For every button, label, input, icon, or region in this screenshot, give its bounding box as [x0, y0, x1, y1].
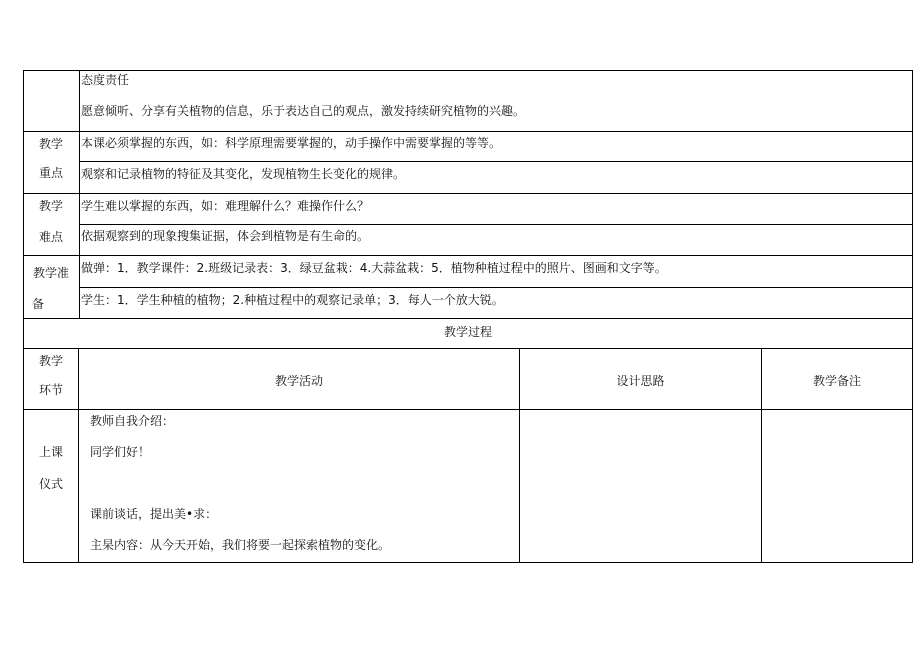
header-notes: 教学备注	[812, 374, 861, 388]
preparation-line-2: 学生：1．学生种植的植物；2.种植过程中的观察记录单；3．每人一个放大锐。	[81, 293, 504, 307]
rule-label-column	[79, 70, 80, 319]
ceremony-label-1: 上课	[38, 445, 63, 459]
header-design: 设计思路	[616, 374, 665, 388]
rule-after-header	[23, 409, 913, 410]
rule-right	[912, 70, 913, 563]
rule-preparation-mid	[79, 287, 913, 288]
difficulties-label-1: 教学	[38, 199, 63, 213]
preparation-line-1: 做弹：1．教学课件：2.班级记录表：3．绿豆盆栽：4.大蒜盆栽：5．植物种植过程中的照片、图画和文字等。	[81, 261, 667, 275]
attitude-text: 愿意倾听、分享有关植物的信息，乐于表达自己的观点，激发持续研究植物的兴趣。	[81, 104, 526, 118]
preparation-label-1: 教学准	[32, 266, 69, 280]
rule-difficulties-mid	[79, 224, 913, 225]
rule-before-key-points	[23, 131, 913, 132]
header-phase-2: 环节	[38, 383, 63, 397]
key-points-line-2: 观察和记录植物的特征及其变化，发现植物生长变化的规律。	[81, 167, 406, 181]
rule-after-process-title	[23, 348, 913, 349]
key-points-label-2: 重点	[38, 166, 63, 180]
process-title: 教学过程	[443, 325, 492, 339]
rule-before-difficulties	[23, 193, 913, 194]
difficulties-line-2: 依据观察到的现象搜集证据，体会到植物是有生命的。	[81, 229, 370, 243]
key-points-label-1: 教学	[38, 137, 63, 151]
difficulties-line-1: 学生难以掌握的东西，如：难理解什么？难操作什么？	[81, 199, 370, 213]
ceremony-line-3: 课前谈话，提出美•求：	[90, 507, 218, 521]
header-phase-1: 教学	[38, 354, 63, 368]
ceremony-line-1: 教师自我介绍：	[90, 414, 175, 428]
rule-before-process-title	[23, 318, 913, 319]
rule-top	[23, 70, 913, 71]
header-activity: 教学活动	[274, 374, 323, 388]
ceremony-line-4: 主杲内容：从今天开始，我们将要一起探索植物的变化。	[90, 538, 391, 552]
key-points-line-1: 本课必须掌握的东西，如：科学原理需要掌握的，动手操作中需要掌握的等等。	[81, 136, 502, 150]
rule-key-points-mid	[79, 161, 913, 162]
difficulties-label-2: 难点	[38, 230, 63, 244]
rule-before-preparation	[23, 255, 913, 256]
preparation-label-2: 备	[31, 297, 44, 311]
rule-bottom	[23, 562, 913, 563]
ceremony-line-2: 同学们好！	[90, 445, 151, 459]
attitude-title: 态度责任	[81, 73, 130, 87]
ceremony-label-2: 仪式	[38, 477, 63, 491]
